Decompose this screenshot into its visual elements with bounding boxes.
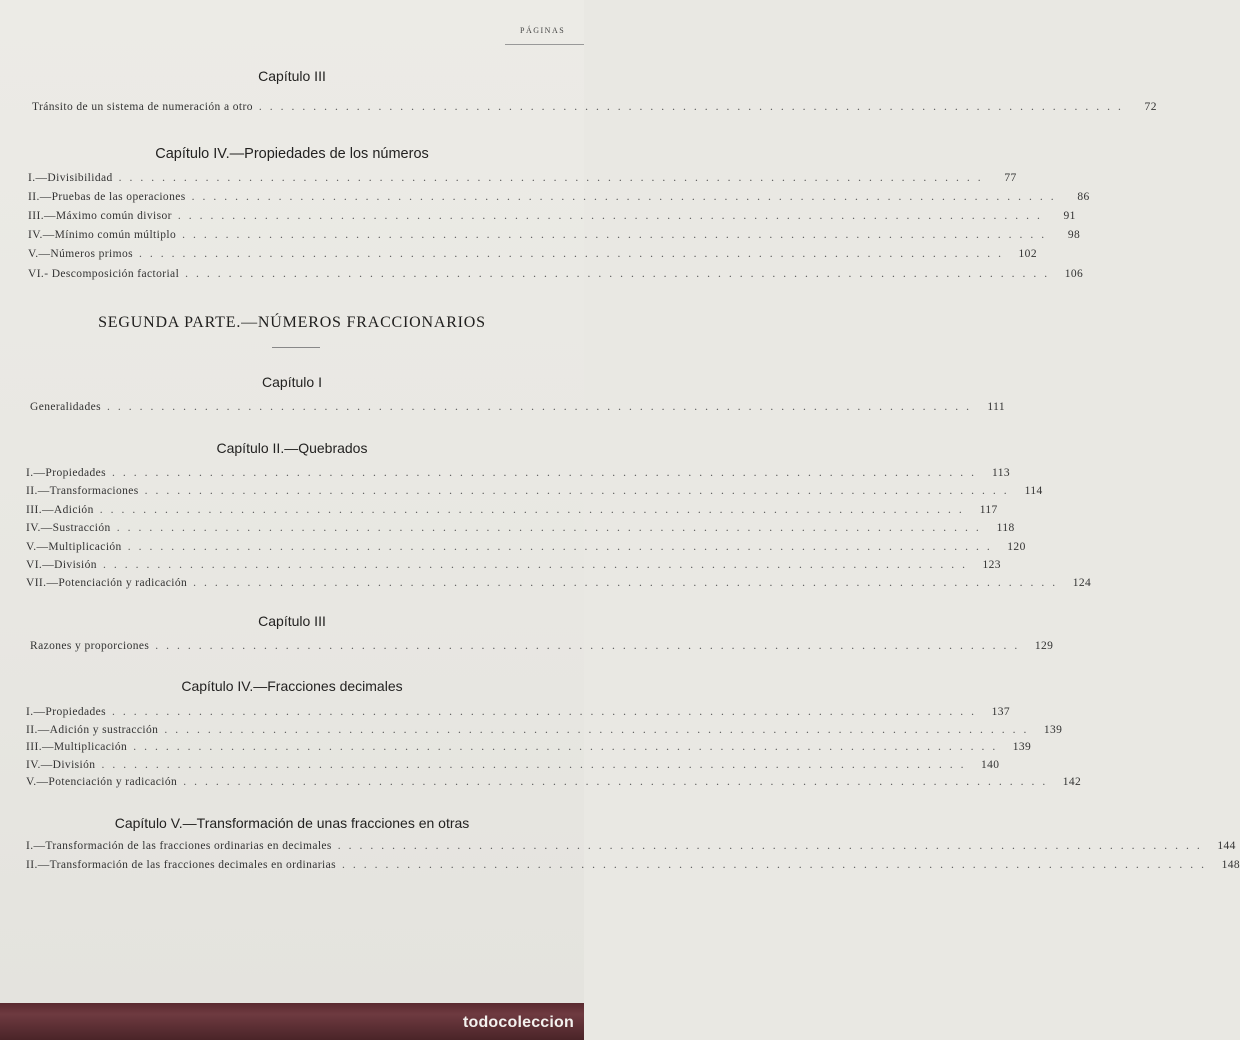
toc-entry	[26, 540, 1026, 553]
entry-page-number: 114	[1024, 485, 1043, 498]
entry-number: IV.	[28, 229, 43, 242]
toc-entry	[30, 401, 1005, 413]
entry-text: —Transformación de las fracciones decimales en ordinarias	[37, 859, 337, 871]
entry-page-number: 118	[996, 522, 1015, 535]
leader-dots: ................................................................................	[258, 101, 1129, 113]
entry-page-number: 91	[1063, 210, 1076, 223]
entry-text: —Sustracción	[40, 522, 111, 535]
entry-text: —Potenciación y radicación	[36, 776, 178, 789]
entry-number: I.	[26, 467, 34, 479]
entry-number: I.	[26, 840, 34, 852]
entry-page-number: 123	[982, 559, 1001, 571]
toc-entry	[26, 706, 1011, 718]
entry-number: V.	[26, 776, 37, 789]
toc-entry	[26, 741, 1032, 754]
leader-dots: ................................................................................	[337, 840, 1208, 852]
leader-dots: ................................................................................	[118, 172, 989, 184]
toc-entry	[26, 859, 1240, 871]
leader-dots: ................................................................................	[191, 191, 1062, 204]
entry-page-number: 124	[1072, 577, 1092, 590]
entry-number: IV.	[26, 758, 41, 771]
leader-dots: ................................................................................	[155, 640, 1026, 652]
header-rule	[505, 44, 584, 45]
entry-number: II.	[26, 859, 38, 871]
leader-dots: ................................................................................	[164, 723, 1035, 736]
entry-number: II.	[26, 723, 38, 736]
toc-entry	[28, 191, 1090, 204]
header-label: PÁGINAS	[520, 26, 566, 35]
toc-entry	[26, 840, 1236, 852]
toc-entry	[26, 723, 1063, 736]
leader-dots: ................................................................................	[112, 467, 983, 479]
entry-page-number: 111	[987, 401, 1005, 413]
toc-entry	[26, 467, 1011, 479]
entry-page-number: 106	[1064, 267, 1084, 280]
entry-page-number: 137	[991, 706, 1011, 718]
leader-dots: ................................................................................	[133, 741, 1004, 754]
entry-number: III.	[26, 741, 42, 754]
entry-number: V.	[26, 540, 37, 553]
entry-page-number: 139	[1012, 741, 1032, 754]
toc-entry	[28, 267, 1084, 280]
entry-page-number: 72	[1144, 101, 1157, 113]
entry-text: —División	[42, 559, 97, 571]
toc-entry	[30, 640, 1054, 652]
entry-page-number: 113	[992, 467, 1011, 479]
chapter-title: Capítulo IV.—Fracciones decimales	[181, 678, 403, 694]
entry-text: Generalidades	[30, 401, 101, 413]
entry-page-number: 120	[1007, 540, 1026, 553]
entry-page-number: 129	[1034, 640, 1054, 652]
entry-page-number: 148	[1221, 859, 1240, 871]
toc-entry	[28, 172, 1017, 184]
leader-dots: ................................................................................	[185, 267, 1056, 280]
entry-text: —Máximo común divisor	[43, 210, 172, 223]
toc-entry	[28, 248, 1037, 261]
leader-dots: ................................................................................	[99, 503, 970, 516]
entry-text: —Propiedades	[33, 706, 107, 718]
entry-text: —Adición y sustracción	[37, 723, 159, 736]
leader-dots: ................................................................................	[138, 248, 1009, 261]
entry-page-number: 139	[1043, 723, 1063, 736]
entry-number: II.	[28, 191, 40, 204]
leader-dots: ................................................................................	[193, 577, 1064, 590]
watermark-logo: todocoleccion	[462, 1014, 574, 1031]
toc-entry	[26, 577, 1092, 590]
leader-dots: ................................................................................	[177, 210, 1048, 223]
entry-number: VI.	[26, 559, 43, 571]
entry-text: - Descomposición factorial	[44, 267, 180, 280]
leader-dots: ................................................................................	[144, 485, 1015, 498]
entry-text: —Pruebas de las operaciones	[39, 191, 186, 204]
toc-entry	[26, 503, 998, 516]
entry-page-number: 142	[1062, 776, 1082, 789]
toc-entry	[26, 522, 1015, 535]
entry-text: —Divisibilidad	[35, 172, 113, 184]
entry-number: III.	[26, 503, 42, 516]
leader-dots: ................................................................................	[127, 540, 998, 553]
entry-number: II.	[26, 485, 38, 498]
entry-page-number: 98	[1067, 229, 1081, 242]
entry-number: I.	[28, 172, 36, 184]
entry-page-number: 77	[1004, 172, 1017, 184]
toc-entry	[28, 229, 1081, 242]
entry-text: —Mínimo común múltiplo	[42, 229, 177, 242]
toc-entry	[28, 210, 1076, 223]
chapter-title: Capítulo V.—Transformación de unas fracciones en otras	[114, 815, 470, 831]
entry-text: —División	[40, 758, 96, 771]
entry-text: —Números primos	[38, 248, 133, 261]
entry-number: IV.	[26, 522, 41, 535]
leader-dots: ................................................................................	[101, 758, 972, 771]
chapter-title: Capítulo III	[258, 613, 326, 629]
toc-entry	[26, 776, 1082, 789]
leader-dots: ................................................................................	[342, 859, 1213, 871]
part-title: SEGUNDA PARTE.—NÚMEROS FRACCIONARIOS	[98, 314, 486, 331]
chapter-title: Capítulo IV.—Propiedades de los números	[155, 146, 429, 162]
leader-dots: ................................................................................	[106, 401, 977, 413]
entry-text: Tránsito de un sistema de numeración a otro	[32, 101, 253, 113]
chapter-title: Capítulo III	[258, 68, 326, 84]
entry-text: —Multiplicación	[41, 741, 128, 754]
entry-number: III.	[28, 210, 44, 223]
entry-text: —Multiplicación	[36, 540, 122, 553]
entry-text: —Transformación de las fracciones ordinarias en decimales	[33, 840, 332, 852]
leader-dots: ................................................................................	[116, 522, 987, 535]
leader-dots: ................................................................................	[112, 706, 983, 718]
leader-dots: ................................................................................	[182, 229, 1053, 242]
toc-entry	[26, 758, 1000, 771]
entry-number: V.	[28, 248, 39, 261]
divider	[272, 347, 320, 348]
entry-page-number: 140	[981, 758, 1000, 771]
entry-number: I.	[26, 706, 34, 718]
entry-number: VI.	[28, 267, 45, 280]
chapter-title: Capítulo II.—Quebrados	[216, 440, 368, 456]
entry-text: —Potenciación y radicación	[46, 577, 188, 590]
entry-page-number: 144	[1217, 840, 1236, 852]
entry-page-number: 86	[1077, 191, 1090, 204]
toc-entry	[26, 559, 1001, 571]
entry-text: —Transformaciones	[37, 485, 139, 498]
entry-page-number: 102	[1018, 248, 1037, 261]
entry-page-number: 117	[979, 503, 998, 516]
chapter-title: Capítulo I	[262, 374, 322, 390]
entry-number: VII.	[26, 577, 47, 590]
leader-dots: ................................................................................	[102, 559, 973, 571]
entry-text: —Propiedades	[33, 467, 107, 479]
toc-entry	[32, 101, 1157, 113]
entry-text: —Adición	[41, 503, 94, 516]
entry-text: Razones y proporciones	[30, 640, 150, 652]
toc-entry	[26, 485, 1043, 498]
leader-dots: ................................................................................	[183, 776, 1054, 789]
